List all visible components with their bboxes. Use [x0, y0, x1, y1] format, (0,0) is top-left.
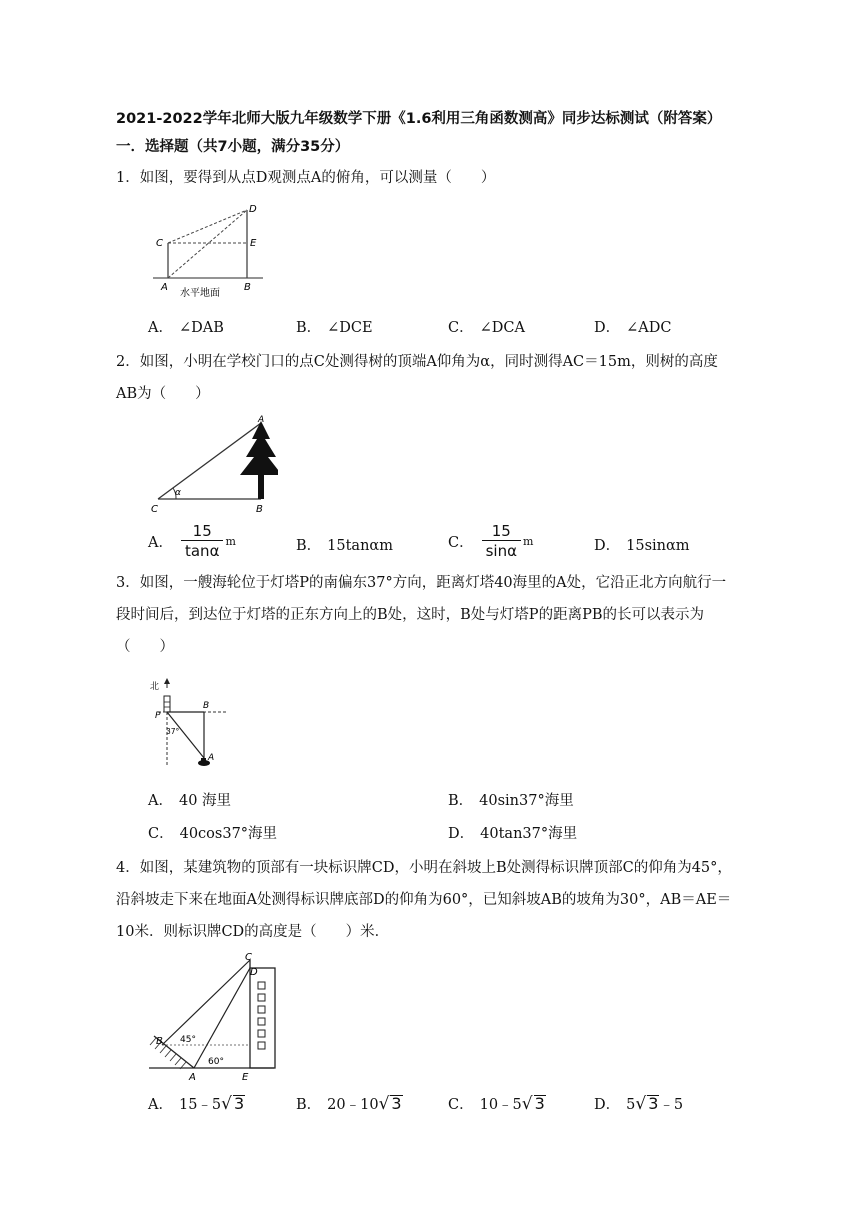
label-B: B [256, 504, 263, 515]
question-text: 如图，某建筑物的顶部有一块标识牌CD，小明在斜坡上B处测得标识牌顶部C的仰角为45°，沿斜坡走下来在地面A处测得标识牌底部D的仰角为60°，已知斜坡AB的坡角为30°，AB＝AE＝10米．则标识牌CD的高度是（ ）米． [116, 860, 732, 940]
label-C: C [156, 238, 163, 249]
figure-q4 [144, 950, 284, 1085]
question-text: 如图，小明在学校门口的点C处测得树的顶端A仰角为α，同时测得AC＝15m，则树的高度AB为（ ） [116, 354, 718, 402]
question-text: 如图，一艘海轮位于灯塔P的南偏东37°方向，距离灯塔40海里的A处，它沿正北方向航行一段时间后，到达位于灯塔的正东方向上的B处，这时，B处与灯塔P的距离PB的长可以表示为（ ） [116, 575, 727, 655]
question-4 [116, 852, 736, 948]
question-number: 3． [116, 575, 140, 591]
label-E: E [242, 1072, 249, 1083]
option-2d[interactable]: D． 15sinαm [594, 538, 690, 554]
lighthouse-icon [164, 696, 170, 712]
label-ground: 水平地面 [180, 288, 220, 299]
option-4c[interactable]: C． 10﹣5√ 3 [448, 1094, 545, 1114]
document-title: 2021-2022学年北师大版九年级数学下册《1.6利用三角函数测高》同步达标测试（附答案） [116, 111, 722, 127]
question-number: 2． [116, 354, 140, 370]
option-4d[interactable]: D． 5√ 3﹣5 [594, 1094, 684, 1114]
label-C: C [151, 504, 158, 515]
label-B: B [203, 701, 210, 711]
option-1a[interactable]: A． ∠DAB [148, 320, 224, 336]
label-angle: 37° [166, 727, 180, 736]
label-D: D [250, 967, 258, 978]
question-1 [116, 162, 736, 194]
figure-q2 [148, 413, 278, 518]
label-angle-60: 60° [208, 1057, 224, 1067]
question-text: 如图，要得到从点D观测点A的俯角，可以测量（ ） [139, 170, 496, 186]
label-B: B [156, 1036, 163, 1047]
option-2c[interactable]: C． $\frac{15}{\sin\alpha}$ m [448, 522, 534, 560]
question-3 [116, 567, 736, 663]
figure-q1 [148, 200, 268, 300]
label-P: P [155, 711, 161, 721]
option-3c[interactable]: C． 40cos37°海里 [148, 826, 278, 842]
question-2 [116, 346, 736, 410]
label-C: C [245, 952, 252, 963]
question-number: 1． [116, 170, 140, 186]
figure-q3 [148, 676, 238, 771]
section-heading: 一．选择题（共7小题，满分35分） [116, 139, 350, 155]
label-A: A [258, 415, 265, 425]
tree-icon [240, 421, 278, 499]
label-A: A [208, 753, 215, 763]
label-A: A [189, 1072, 196, 1083]
option-4a[interactable]: A． 15﹣5√ 3 [148, 1094, 245, 1114]
option-2b[interactable]: B． 15tanαm [296, 538, 393, 554]
option-3d[interactable]: D． 40tan37°海里 [448, 826, 578, 842]
option-2a[interactable]: A． $\frac{15}{\tan\alpha}$ m [148, 522, 236, 560]
option-3b[interactable]: B． 40sin37°海里 [448, 793, 574, 809]
label-alpha: α [175, 488, 181, 498]
building-windows [258, 982, 265, 1049]
option-1c[interactable]: C． ∠DCA [448, 320, 525, 336]
option-4b[interactable]: B． 20﹣10√ 3 [296, 1094, 402, 1114]
label-A: A [161, 282, 168, 293]
label-D: D [249, 204, 257, 215]
north-arrow-icon [164, 678, 170, 684]
option-3a[interactable]: A． 40 海里 [148, 793, 232, 809]
label-B: B [244, 282, 251, 293]
label-north: 北 [150, 682, 160, 692]
label-angle-45: 45° [180, 1035, 196, 1045]
question-number: 4． [116, 860, 140, 876]
option-1d[interactable]: D． ∠ADC [594, 320, 672, 336]
option-1b[interactable]: B． ∠DCE [296, 320, 373, 336]
label-E: E [250, 238, 257, 249]
